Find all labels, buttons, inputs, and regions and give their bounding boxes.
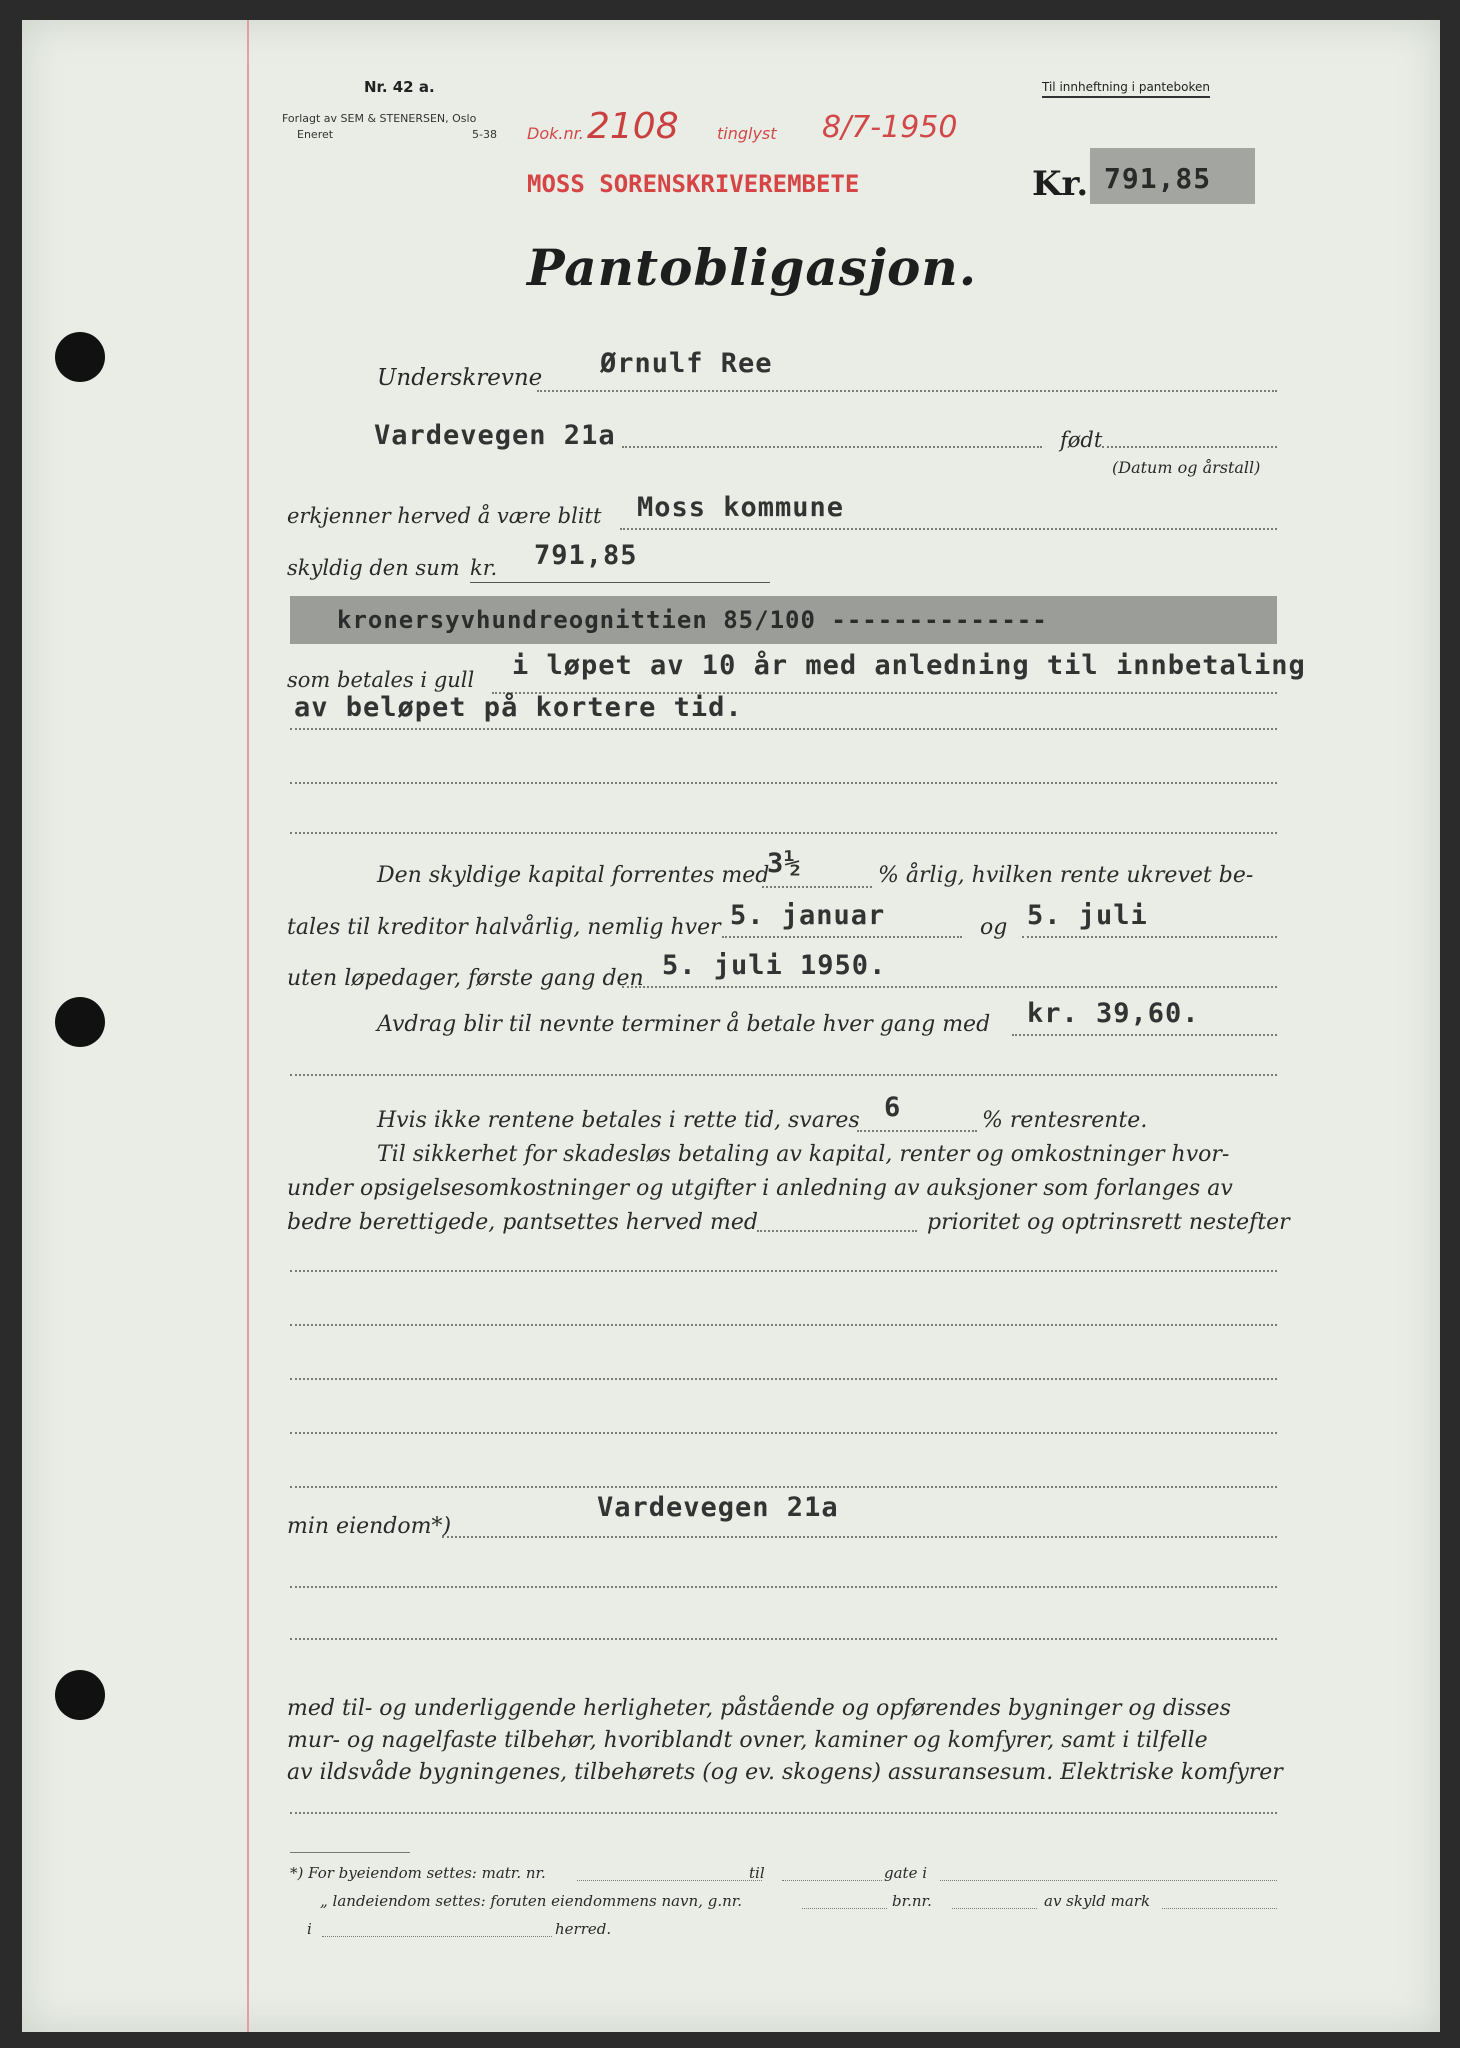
fodt-line — [1102, 446, 1277, 448]
datum-label: (Datum og årstall) — [1112, 458, 1261, 477]
doc-number: 2108 — [587, 106, 679, 147]
og-label: og — [980, 915, 1008, 940]
blank-line — [290, 1378, 1277, 1380]
priority-line — [757, 1230, 917, 1232]
property-value: Vardevegen 21a — [597, 1492, 839, 1523]
underskrevne-value: Ørnulf Ree — [600, 348, 773, 379]
footnote-line2-a: „ landeiendom settes: foruten eiendommens navn, g.nr. — [320, 1892, 743, 1910]
term2-line — [1022, 936, 1277, 938]
blank-line — [290, 1586, 1277, 1588]
footnote-line3-a: i — [307, 1920, 312, 1938]
closing-line1: med til- og underliggende herligheter, påstående og opførendes bygninger og disses — [287, 1696, 1231, 1721]
property-line — [442, 1536, 1277, 1538]
penalty-rate: 6 — [884, 1092, 902, 1123]
erkjenner-label: erkjenner herved å være blitt — [287, 504, 602, 528]
blank-line — [290, 1486, 1277, 1488]
security-line2: under opsigelsesomkostninger og utgifter i anledning av auksjoner som forlanges av — [287, 1176, 1233, 1201]
property-label: min eiendom*) — [287, 1514, 452, 1539]
betales-label: som betales i gull — [287, 668, 475, 692]
address-line — [622, 446, 1042, 448]
footnote-dots — [322, 1936, 552, 1937]
footnote-line3-b: herred. — [555, 1920, 612, 1938]
footnote-dots — [802, 1908, 887, 1909]
installment: kr. 39,60. — [1027, 998, 1200, 1029]
security-line1: Til sikkerhet for skadesløs betaling av kapital, renter og omkostninger hvor- — [377, 1142, 1230, 1167]
betales-value-2: av beløpet på kortere tid. — [294, 692, 743, 723]
office-stamp: MOSS SORENSKRIVEREMBETE — [527, 170, 860, 198]
penalty-rate-line — [857, 1130, 977, 1132]
form-number: Nr. 42 a. — [364, 78, 435, 96]
penalty-line-a: Hvis ikke rentene betales i rette tid, svares — [377, 1108, 860, 1133]
creditor-line — [620, 528, 1277, 530]
first-date-line — [622, 986, 1277, 988]
sum-words: kronersyvhundreognittien 85/100 -------------- — [337, 606, 1048, 634]
footnote-dots — [952, 1908, 1037, 1909]
interest-line3-a: uten løpedager, første gang den — [287, 966, 644, 991]
closing-line2: mur- og nagelfaste tilbehør, hvoriblandt ovner, kaminer og komfyrer, samt i tilfelle — [287, 1728, 1208, 1753]
footnote-line1-b: til — [749, 1864, 765, 1882]
blank-line — [290, 782, 1277, 784]
creditor-value: Moss kommune — [637, 492, 845, 523]
installment-line — [1012, 1034, 1277, 1036]
interest-line1-a: Den skyldige kapital forrentes med — [377, 863, 770, 888]
footnote-dots — [940, 1880, 1277, 1881]
blank-line — [290, 1074, 1277, 1076]
sum-value: 791,85 — [534, 540, 638, 571]
first-date: 5. juli 1950. — [662, 950, 887, 981]
publisher-line: Forlagt av SEM & STENERSEN, Oslo — [282, 112, 477, 125]
top-right-note: Til innheftning i panteboken — [1042, 80, 1210, 98]
stamp-kr-label: Kr. — [1032, 164, 1089, 204]
underskrevne-line — [537, 390, 1277, 392]
stamp-date: 8/7-1950 — [822, 110, 958, 145]
term1-line — [722, 936, 962, 938]
document-page — [22, 20, 1440, 2032]
betales-line-2 — [290, 728, 1277, 730]
penalty-line-b: % rentesrente. — [982, 1108, 1148, 1133]
closing-line3: av ildsvåde bygningenes, tilbehørets (og ev. skogens) assuransesum. Elektriske komfyrer — [287, 1760, 1283, 1785]
interest-rate: 3½ — [767, 848, 802, 879]
interest-line2-a: tales til kreditor halvårlig, nemlig hver — [287, 915, 721, 940]
document-title: Pantobligasjon. — [527, 238, 978, 297]
tinglyst-label: tinglyst — [717, 124, 777, 143]
fodt-label: født — [1060, 428, 1103, 452]
address-value: Vardevegen 21a — [374, 420, 616, 451]
footnote-line2-c: av skyld mark — [1044, 1892, 1151, 1910]
blank-line — [290, 1270, 1277, 1272]
term1: 5. januar — [730, 900, 886, 931]
security-line3-a: bedre berettigede, pantsettes herved med — [287, 1210, 758, 1235]
doc-label: Dok.nr. — [527, 124, 584, 143]
blank-line — [290, 1324, 1277, 1326]
blank-line — [290, 832, 1277, 834]
footnote-dots — [577, 1880, 762, 1881]
stamp-amount: 791,85 — [1104, 162, 1212, 195]
blank-line — [290, 1812, 1277, 1814]
underskrevne-label: Underskrevne — [377, 365, 543, 391]
term2: 5. juli — [1027, 900, 1148, 931]
blank-line — [290, 1432, 1277, 1434]
blank-line — [290, 1638, 1277, 1640]
footnote-dots — [782, 1880, 882, 1881]
footnote-line1-c: gate i — [884, 1864, 928, 1882]
betales-value-1: i løpet av 10 år med anledning til innbetaling — [512, 650, 1306, 681]
punch-hole — [55, 1670, 105, 1720]
skyldig-kr-label: kr. — [470, 556, 498, 580]
publisher-eneret: Eneret — [297, 128, 334, 141]
interest-line4-a: Avdrag blir til nevnte terminer å betale hver gang med — [377, 1012, 991, 1037]
punch-hole — [55, 332, 105, 382]
footnote-line1-a: *) For byeiendom settes: matr. nr. — [290, 1864, 546, 1882]
sum-underline — [470, 582, 770, 583]
margin-line — [247, 20, 249, 2032]
footnote-rule — [290, 1852, 410, 1853]
rate-line — [762, 886, 872, 888]
security-line3-b: prioritet og optrinsrett nestefter — [927, 1210, 1290, 1235]
footnote-line2-b: br.nr. — [892, 1892, 932, 1910]
publisher-date: 5-38 — [472, 128, 497, 141]
interest-line1-b: % årlig, hvilken rente ukrevet be- — [878, 863, 1254, 888]
skyldig-label: skyldig den sum — [287, 556, 460, 580]
punch-hole — [55, 997, 105, 1047]
footnote-dots — [1162, 1908, 1277, 1909]
